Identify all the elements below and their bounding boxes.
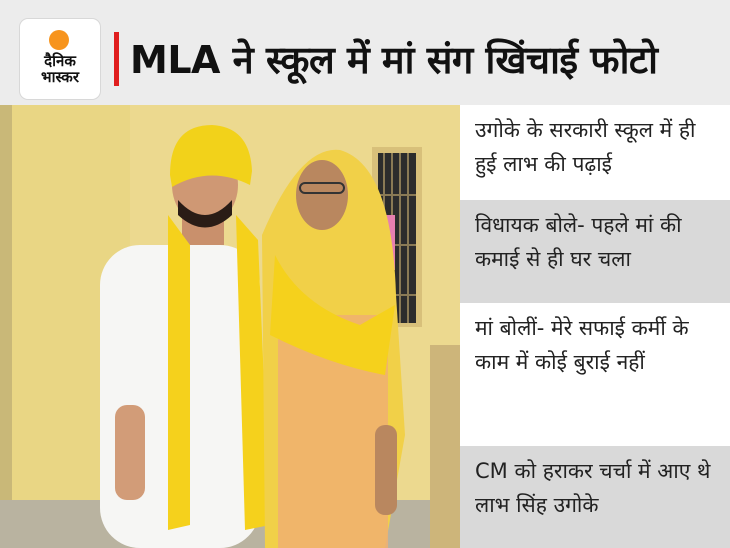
sun-icon <box>49 30 69 50</box>
highlight-text: CM को हराकर चर्चा में आए थे लाभ सिंह उगोके <box>475 459 711 517</box>
woman-figure <box>262 150 405 548</box>
highlight-text: विधायक बोले- पहले मां की कमाई से ही घर चला <box>475 213 682 271</box>
highlight-item <box>460 200 730 303</box>
headline-title: MLA ने स्कूल में मां संग खिंचाई फोटो <box>130 38 658 82</box>
title-accent-bar <box>114 32 119 86</box>
highlight-text: मां बोलीं- मेरे सफाई कर्मी के काम में कोई बुराई नहीं <box>475 316 689 374</box>
logo-text-line2: भास्कर <box>41 68 79 86</box>
highlight-item <box>460 105 730 200</box>
highlights-panel <box>460 105 730 548</box>
highlight-item <box>460 446 730 548</box>
mla-with-mother-photo <box>0 105 460 548</box>
highlight-item <box>460 303 730 446</box>
dainik-bhaskar-logo[interactable] <box>20 19 100 99</box>
news-photo <box>0 105 460 548</box>
logo-text-line1: दैनिक <box>44 52 76 70</box>
header <box>0 0 730 105</box>
highlight-text: उगोके के सरकारी स्कूल में ही हुई लाभ की पढ़ाई <box>475 118 696 176</box>
